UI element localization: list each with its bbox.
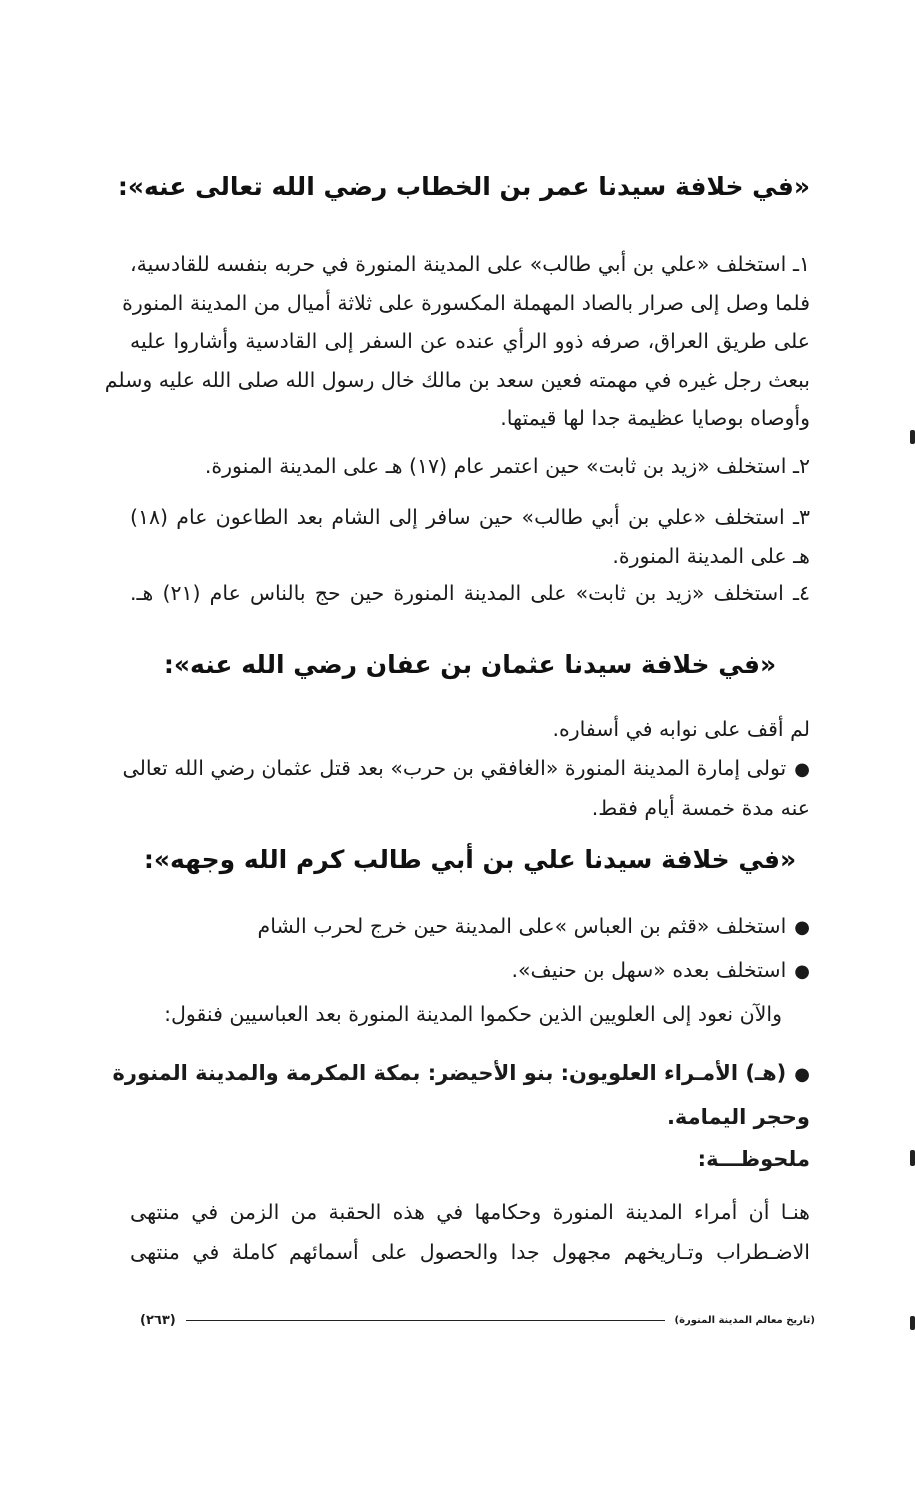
uthman-text xyxy=(122,710,810,828)
note-text xyxy=(130,1192,810,1272)
text-line: ١ـ استخلف «علي بن أبي طالب» على المدينة المنورة في حربه بنفسه للقادسية، xyxy=(130,252,810,276)
text-line: فلما وصل إلى صرار بالصاد المهملة المكسورة على ثلاثة أميال من المدينة المنورة xyxy=(122,290,810,315)
text-line: وأوصاه بوصايا عظيمة جدا لها قيمتها. xyxy=(500,406,810,430)
text-line: عنه مدة خمسة أيام فقط. xyxy=(591,796,810,820)
text-line: استخلف بعده «سهل بن حنيف». xyxy=(511,958,787,982)
text-line: وحجر اليمامة. xyxy=(666,1105,810,1129)
bullet-line xyxy=(130,949,810,993)
text-line: استخلف «قثم بن العباس »على المدينة حين خرج لحرب الشام xyxy=(257,914,787,938)
bullet-icon: ● xyxy=(794,758,810,780)
note-label: ملحوظـــة: xyxy=(697,1147,810,1171)
bullet-icon: ● xyxy=(794,1064,810,1085)
text-line: الاضـطراب وتـاريخهم مجهول جدا والحصول على أسمائهم كاملة في منتهى xyxy=(130,1240,810,1264)
scan-edge-mark xyxy=(910,1316,915,1330)
text-line: على طريق العراق، صرفه ذوو الرأي عنده عن السفر إلى القادسية وأشاروا عليه xyxy=(130,329,810,353)
scan-edge-mark xyxy=(910,430,915,444)
page-footer xyxy=(140,1310,815,1330)
section-heading-ali: «في خلافة سيدنا علي بن أبي طالب كرم الله وجهه»: xyxy=(143,845,797,874)
book-title: (تاريخ معالم المدينة المنورة) xyxy=(674,1314,815,1326)
alawi-heading xyxy=(112,1052,810,1180)
bullet-icon: ● xyxy=(794,917,810,938)
bullet-line xyxy=(112,1052,810,1096)
bullet-line xyxy=(122,749,810,790)
bullet-icon: ● xyxy=(794,961,810,982)
umar-item-3 xyxy=(130,498,810,575)
umar-item-2 xyxy=(130,447,810,486)
footer-rule xyxy=(186,1320,665,1321)
text-line: ٤ـ استخلف «زيد بن ثابت» على المدينة المنورة حين حج بالناس عام (٢١) هـ. xyxy=(130,581,810,605)
text-line: لم أقف على نوابه في أسفاره. xyxy=(552,717,810,741)
section-heading-umar: «في خلافة سيدنا عمر بن الخطاب رضي الله تعالى عنه»: xyxy=(117,172,810,201)
ali-text xyxy=(130,905,810,1035)
page-number: (٢٦٣) xyxy=(140,1312,176,1328)
umar-item-4 xyxy=(130,574,810,613)
text-line: ببعث رجل غيره في مهمته فعين سعد بن مالك خال رسول الله صلى الله عليه وسلم xyxy=(104,367,810,392)
umar-item-1 xyxy=(104,245,810,438)
text-line: ٣ـ استخلف «علي بن أبي طالب» حين سافر إلى الشام بعد الطاعون عام (١٨) xyxy=(130,505,810,529)
text-line: هـ على المدينة المنورة. xyxy=(612,543,810,568)
text-line: هنـا أن أمراء المدينة المنورة وحكامها في هذه الحقبة من الزمن في منتهى xyxy=(130,1200,810,1224)
text-line: (هـ) الأمـراء العلويون: بنو الأحيضر: بمكة المكرمة والمدينة المنورة xyxy=(112,1061,787,1085)
text-line: والآن نعود إلى العلويين الذين حكموا المدينة المنورة بعد العباسيين فنقول: xyxy=(164,1002,782,1026)
text-line: تولى إمارة المدينة المنورة «الغافقي بن حرب» بعد قتل عثمان رضي الله تعالى xyxy=(122,755,787,780)
section-heading-uthman: «في خلافة سيدنا عثمان بن عفان رضي الله عنه»: xyxy=(163,650,777,679)
scan-edge-mark xyxy=(910,1150,915,1166)
bullet-line xyxy=(130,905,810,949)
text-line: ٢ـ استخلف «زيد بن ثابت» حين اعتمر عام (١٧) هـ على المدينة المنورة. xyxy=(204,454,810,478)
